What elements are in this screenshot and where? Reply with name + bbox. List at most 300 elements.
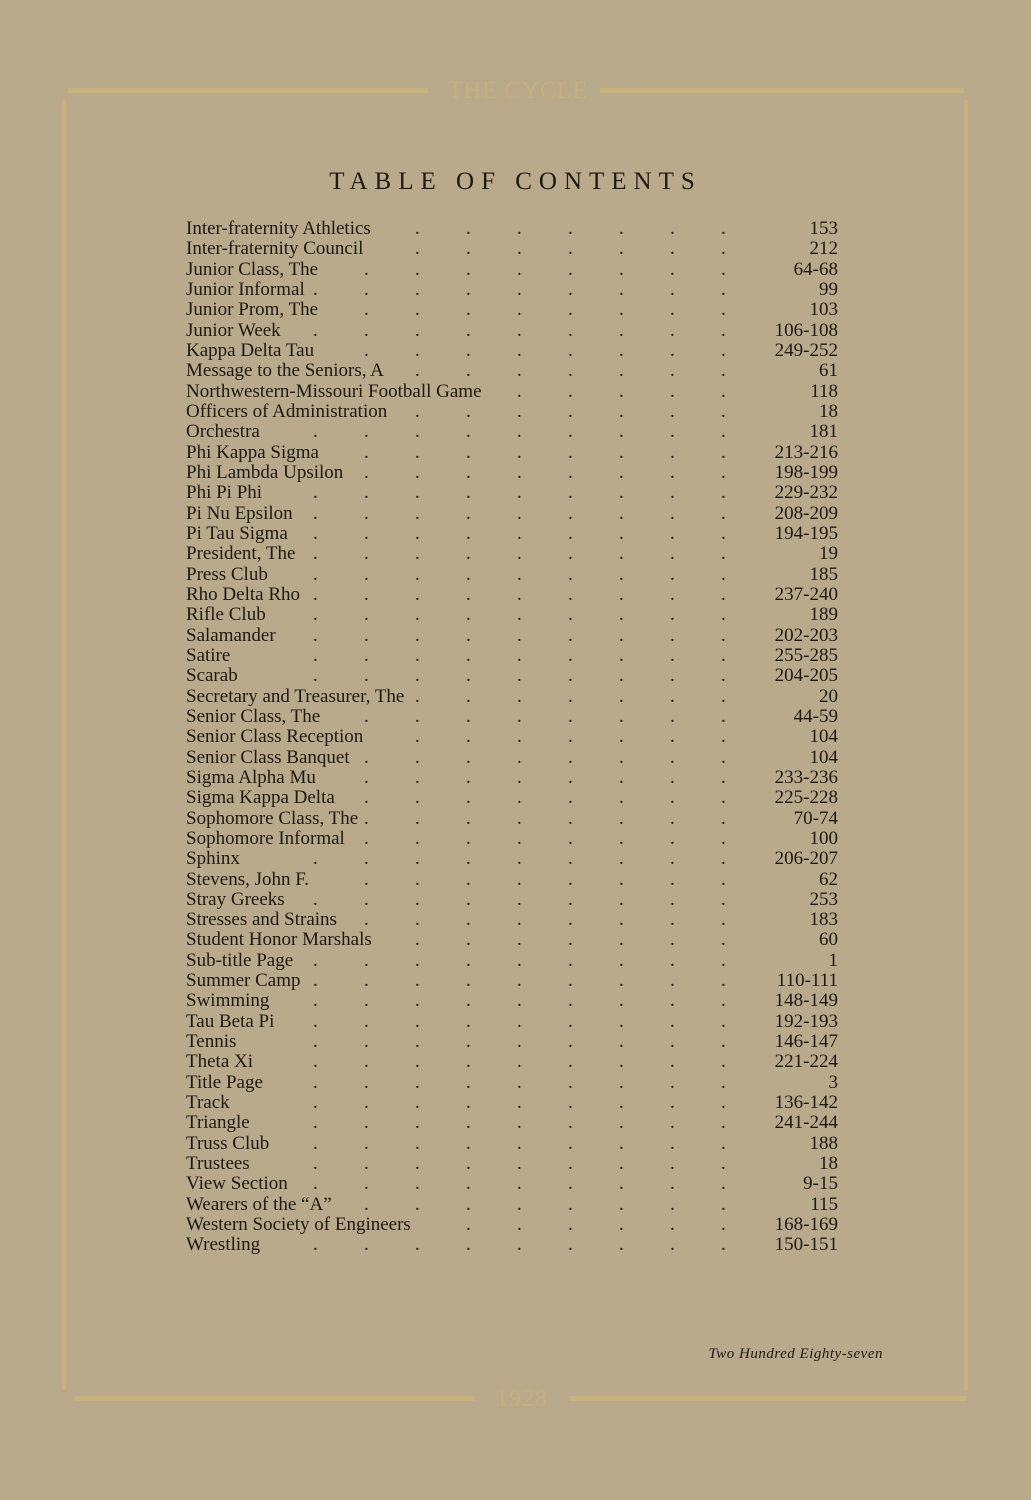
dot-leader: . [568,400,573,422]
frame-top-left-rule [68,88,428,93]
dot-leader: . [568,827,573,849]
entry-page: 60 [819,929,838,951]
dot-leader: . [517,868,522,890]
dot-leader: . [568,787,573,809]
entry-page: 185 [809,563,838,585]
dot-leader: . [313,1071,318,1093]
toc-entry [186,1052,838,1072]
dot-leader: . [619,319,624,341]
entry-page: 225-228 [774,787,838,809]
dot-leader: . [517,685,522,707]
dot-leader: . [466,909,471,931]
dot-leader: . [415,1193,420,1215]
dot-leader: . [415,563,420,585]
toc-entry [186,1215,838,1235]
dot-leader: . [313,949,318,971]
dot-leader: . [466,563,471,585]
dot-leader: . [721,868,726,890]
dot-leader: . [619,543,624,565]
dot-leader: . [670,990,675,1012]
dot-leader: . [568,299,573,321]
entry-page: 189 [809,604,838,626]
dot-leader: . [568,563,573,585]
dot-leader: . [517,624,522,646]
dot-leader: . [721,1193,726,1215]
dot-leader: . [619,441,624,463]
dot-leader: . [364,1193,369,1215]
dot-leader: . [568,909,573,931]
entry-page: 168-169 [774,1214,838,1236]
dot-leader: . [364,441,369,463]
dot-leader: . [415,726,420,748]
frame-right-rule [964,100,968,1390]
dot-leader: . [670,1214,675,1236]
dot-leader: . [670,400,675,422]
dot-leader: . [466,299,471,321]
toc-entry [186,361,838,381]
toc-entry [186,1154,838,1174]
dot-leader: . [466,1173,471,1195]
toc-entry [186,1113,838,1133]
dot-leader: . [670,1051,675,1073]
dot-leader: . [619,726,624,748]
dot-leader: . [364,705,369,727]
running-title: THE CYCLE [448,78,589,104]
dot-leader: . [466,665,471,687]
dot-leader: . [568,1112,573,1134]
entry-title: Senior Class Banquet [186,746,350,768]
dot-leader: . [568,929,573,951]
dot-leader: . [670,299,675,321]
dot-leader: . [415,766,420,788]
toc-entry [186,443,838,463]
dot-leader: . [313,583,318,605]
entry-title: Junior Prom, The [186,299,319,321]
dot-leader: . [568,1031,573,1053]
dot-leader: . [364,339,369,361]
dot-leader: . [568,807,573,829]
entry-title: Rifle Club [186,604,266,626]
dot-leader: . [721,949,726,971]
entry-title: President, The [186,543,296,565]
dot-leader: . [670,807,675,829]
entry-title: Theta Xi [186,1051,254,1073]
entry-title: Rho Delta Rho [186,583,300,605]
dot-leader: . [364,502,369,524]
entry-title: Trustees [186,1153,250,1175]
dot-leader: . [721,441,726,463]
dot-leader: . [517,970,522,992]
dot-leader: . [466,1051,471,1073]
dot-leader: . [619,278,624,300]
dot-leader: . [466,705,471,727]
dot-leader: . [670,522,675,544]
dot-leader: . [364,1132,369,1154]
toc-entry [186,422,838,442]
toc-entry [186,300,838,320]
dot-leader: . [670,970,675,992]
dot-leader: . [313,482,318,504]
dot-leader: . [721,1031,726,1053]
dot-leader: . [415,970,420,992]
dot-leader: . [466,970,471,992]
toc-entry [186,626,838,646]
entry-title: Wrestling [186,1234,261,1256]
dot-leader: . [466,258,471,280]
entry-page: 181 [809,421,838,443]
dot-leader: . [517,1071,522,1093]
frame-top-right-rule [600,88,964,93]
dot-leader: . [721,888,726,910]
dot-leader: . [415,360,420,382]
page-title: TABLE OF CONTENTS [329,168,702,195]
dot-leader: . [466,502,471,524]
dot-leader: . [721,807,726,829]
toc-entry [186,727,838,747]
dot-leader: . [313,990,318,1012]
dot-leader: . [517,1112,522,1134]
entry-title: Tau Beta Pi [186,1010,275,1032]
dot-leader: . [568,1132,573,1154]
dot-leader: . [415,1153,420,1175]
dot-leader: . [313,1031,318,1053]
dot-leader: . [670,888,675,910]
dot-leader: . [721,258,726,280]
toc-entry [186,1174,838,1194]
dot-leader: . [517,441,522,463]
dot-leader: . [721,1071,726,1093]
dot-leader: . [670,1112,675,1134]
dot-leader: . [619,909,624,931]
dot-leader: . [466,441,471,463]
entry-page: 212 [809,238,838,260]
dot-leader: . [313,278,318,300]
dot-leader: . [517,1214,522,1236]
dot-leader: . [517,848,522,870]
frame-bottom-right-rule [570,1396,966,1401]
year-mark: 1928 [496,1386,548,1412]
dot-leader: . [364,787,369,809]
dot-leader: . [568,339,573,361]
dot-leader: . [619,299,624,321]
dot-leader: . [364,888,369,910]
dot-leader: . [670,482,675,504]
entry-page: 18 [819,400,838,422]
toc-entry [186,829,838,849]
entry-page: 20 [819,685,838,707]
dot-leader: . [415,685,420,707]
dot-leader: . [619,604,624,626]
dot-leader: . [619,522,624,544]
dot-leader: . [670,1071,675,1093]
entry-title: Inter-fraternity Council [186,238,364,260]
dot-leader: . [466,868,471,890]
dot-leader: . [415,441,420,463]
dot-leader: . [721,970,726,992]
toc-entry [186,666,838,686]
dot-leader: . [619,685,624,707]
dot-leader: . [721,482,726,504]
entry-page: 188 [809,1132,838,1154]
dot-leader: . [313,1092,318,1114]
dot-leader: . [670,726,675,748]
entry-title: Summer Camp [186,970,301,992]
dot-leader: . [670,1031,675,1053]
dot-leader: . [415,807,420,829]
dot-leader: . [415,258,420,280]
dot-leader: . [619,238,624,260]
entry-title: Wearers of the “A” [186,1193,332,1215]
dot-leader: . [364,949,369,971]
dot-leader: . [466,522,471,544]
dot-leader: . [670,1010,675,1032]
dot-leader: . [619,482,624,504]
dot-leader: . [466,604,471,626]
dot-leader: . [466,1031,471,1053]
dot-leader: . [517,1153,522,1175]
dot-leader: . [619,380,624,402]
dot-leader: . [466,1193,471,1215]
dot-leader: . [670,238,675,260]
dot-leader: . [619,1214,624,1236]
entry-title: Sphinx [186,848,240,870]
dot-leader: . [466,461,471,483]
dot-leader: . [619,563,624,585]
dot-leader: . [517,299,522,321]
dot-leader: . [517,461,522,483]
dot-leader: . [721,319,726,341]
dot-leader: . [313,970,318,992]
dot-leader: . [721,461,726,483]
toc-entry [186,565,838,585]
dot-leader: . [466,1214,471,1236]
entry-page: 115 [810,1193,838,1215]
dot-leader: . [670,1173,675,1195]
dot-leader: . [568,583,573,605]
dot-leader: . [517,1193,522,1215]
dot-leader: . [466,929,471,951]
dot-leader: . [313,665,318,687]
toc-entry [186,687,838,707]
dot-leader: . [568,705,573,727]
entry-page: 100 [809,827,838,849]
dot-leader: . [568,848,573,870]
dot-leader: . [721,929,726,951]
dot-leader: . [415,421,420,443]
dot-leader: . [568,360,573,382]
dot-leader: . [721,746,726,768]
dot-leader: . [619,929,624,951]
dot-leader: . [517,563,522,585]
dot-leader: . [568,665,573,687]
toc-entry [186,991,838,1011]
dot-leader: . [415,1132,420,1154]
dot-leader: . [364,1071,369,1093]
dot-leader: . [313,1132,318,1154]
dot-leader: . [721,624,726,646]
dot-leader: . [721,1051,726,1073]
dot-leader: . [313,644,318,666]
entry-page: 136-142 [774,1092,838,1114]
entry-title: Northwestern-Missouri Football Game [186,380,482,402]
dot-leader: . [568,624,573,646]
dot-leader: . [721,299,726,321]
dot-leader: . [517,238,522,260]
dot-leader: . [619,1092,624,1114]
dot-leader: . [670,461,675,483]
dot-leader: . [619,421,624,443]
toc-entry [186,930,838,950]
dot-leader: . [517,1051,522,1073]
dot-leader: . [619,258,624,280]
dot-leader: . [466,218,471,239]
dot-leader: . [415,543,420,565]
dot-leader: . [415,929,420,951]
dot-leader: . [466,482,471,504]
entry-title: Western Society of Engineers [186,1214,411,1236]
dot-leader: . [568,522,573,544]
dot-leader: . [619,1234,624,1256]
entry-page: 99 [819,278,838,300]
entry-page: 62 [819,868,838,890]
dot-leader: . [466,827,471,849]
dot-leader: . [670,441,675,463]
dot-leader: . [415,1234,420,1256]
dot-leader: . [721,360,726,382]
dot-leader: . [721,543,726,565]
dot-leader: . [415,583,420,605]
dot-leader: . [568,644,573,666]
dot-leader: . [364,1031,369,1053]
dot-leader: . [670,583,675,605]
dot-leader: . [415,827,420,849]
toc-entry [186,1032,838,1052]
entry-page: 44-59 [793,705,838,727]
dot-leader: . [670,644,675,666]
dot-leader: . [364,1010,369,1032]
toc-entry [186,382,838,402]
dot-leader: . [466,949,471,971]
dot-leader: . [517,1132,522,1154]
dot-leader: . [670,929,675,951]
dot-leader: . [568,888,573,910]
toc-entry [186,280,838,300]
dot-leader: . [415,319,420,341]
dot-leader: . [415,909,420,931]
dot-leader: . [568,461,573,483]
dot-leader: . [415,1112,420,1134]
dot-leader: . [670,380,675,402]
toc-entry [186,504,838,524]
entry-title: Junior Class, The [186,258,319,280]
dot-leader: . [721,766,726,788]
dot-leader: . [721,848,726,870]
toc-entry [186,239,838,259]
dot-leader: . [568,238,573,260]
toc-entry [186,768,838,788]
dot-leader: . [721,1173,726,1195]
dot-leader: . [364,258,369,280]
entry-title: Pi Tau Sigma [186,522,288,544]
entry-page: 19 [819,543,838,565]
entry-page: 213-216 [774,441,838,463]
dot-leader: . [517,766,522,788]
dot-leader: . [568,604,573,626]
dot-leader: . [517,1234,522,1256]
dot-leader: . [517,1031,522,1053]
dot-leader: . [517,278,522,300]
dot-leader: . [670,705,675,727]
dot-leader: . [517,949,522,971]
dot-leader: . [415,665,420,687]
dot-leader: . [466,1071,471,1093]
dot-leader: . [466,1132,471,1154]
toc-entry [186,910,838,930]
entry-title: Sigma Kappa Delta [186,787,335,809]
dot-leader: . [313,319,318,341]
dot-leader: . [364,1173,369,1195]
dot-leader: . [517,726,522,748]
toc-entry [186,646,838,666]
dot-leader: . [364,990,369,1012]
dot-leader: . [364,644,369,666]
entry-page: 61 [819,360,838,382]
dot-leader: . [415,1071,420,1093]
dot-leader: . [517,705,522,727]
dot-leader: . [721,604,726,626]
entry-page: 241-244 [774,1112,838,1134]
dot-leader: . [721,1132,726,1154]
dot-leader: . [517,502,522,524]
entry-title: Salamander [186,624,276,646]
dot-leader: . [466,1010,471,1032]
dot-leader: . [670,1153,675,1175]
dot-leader: . [466,543,471,565]
dot-leader: . [568,218,573,239]
dot-leader: . [670,339,675,361]
dot-leader: . [415,888,420,910]
dot-leader: . [313,1153,318,1175]
dot-leader: . [364,319,369,341]
entry-title: Tennis [186,1031,237,1053]
entry-title: Sub-title Page [186,949,294,971]
entry-title: Track [186,1092,230,1114]
entry-page: 106-108 [774,319,838,341]
entry-page: 70-74 [793,807,838,829]
dot-leader: . [721,1112,726,1134]
dot-leader: . [721,685,726,707]
dot-leader: . [568,543,573,565]
dot-leader: . [670,502,675,524]
dot-leader: . [568,1214,573,1236]
dot-leader: . [619,787,624,809]
dot-leader: . [466,319,471,341]
dot-leader: . [619,644,624,666]
dot-leader: . [517,543,522,565]
dot-leader: . [670,746,675,768]
dot-leader: . [721,665,726,687]
dot-leader: . [517,319,522,341]
entry-title: Title Page [186,1071,263,1093]
dot-leader: . [364,807,369,829]
dot-leader: . [466,360,471,382]
dot-leader: . [568,380,573,402]
toc-entry [186,341,838,361]
dot-leader: . [619,970,624,992]
dot-leader: . [466,787,471,809]
entry-page: 3 [828,1071,838,1093]
dot-leader: . [721,238,726,260]
